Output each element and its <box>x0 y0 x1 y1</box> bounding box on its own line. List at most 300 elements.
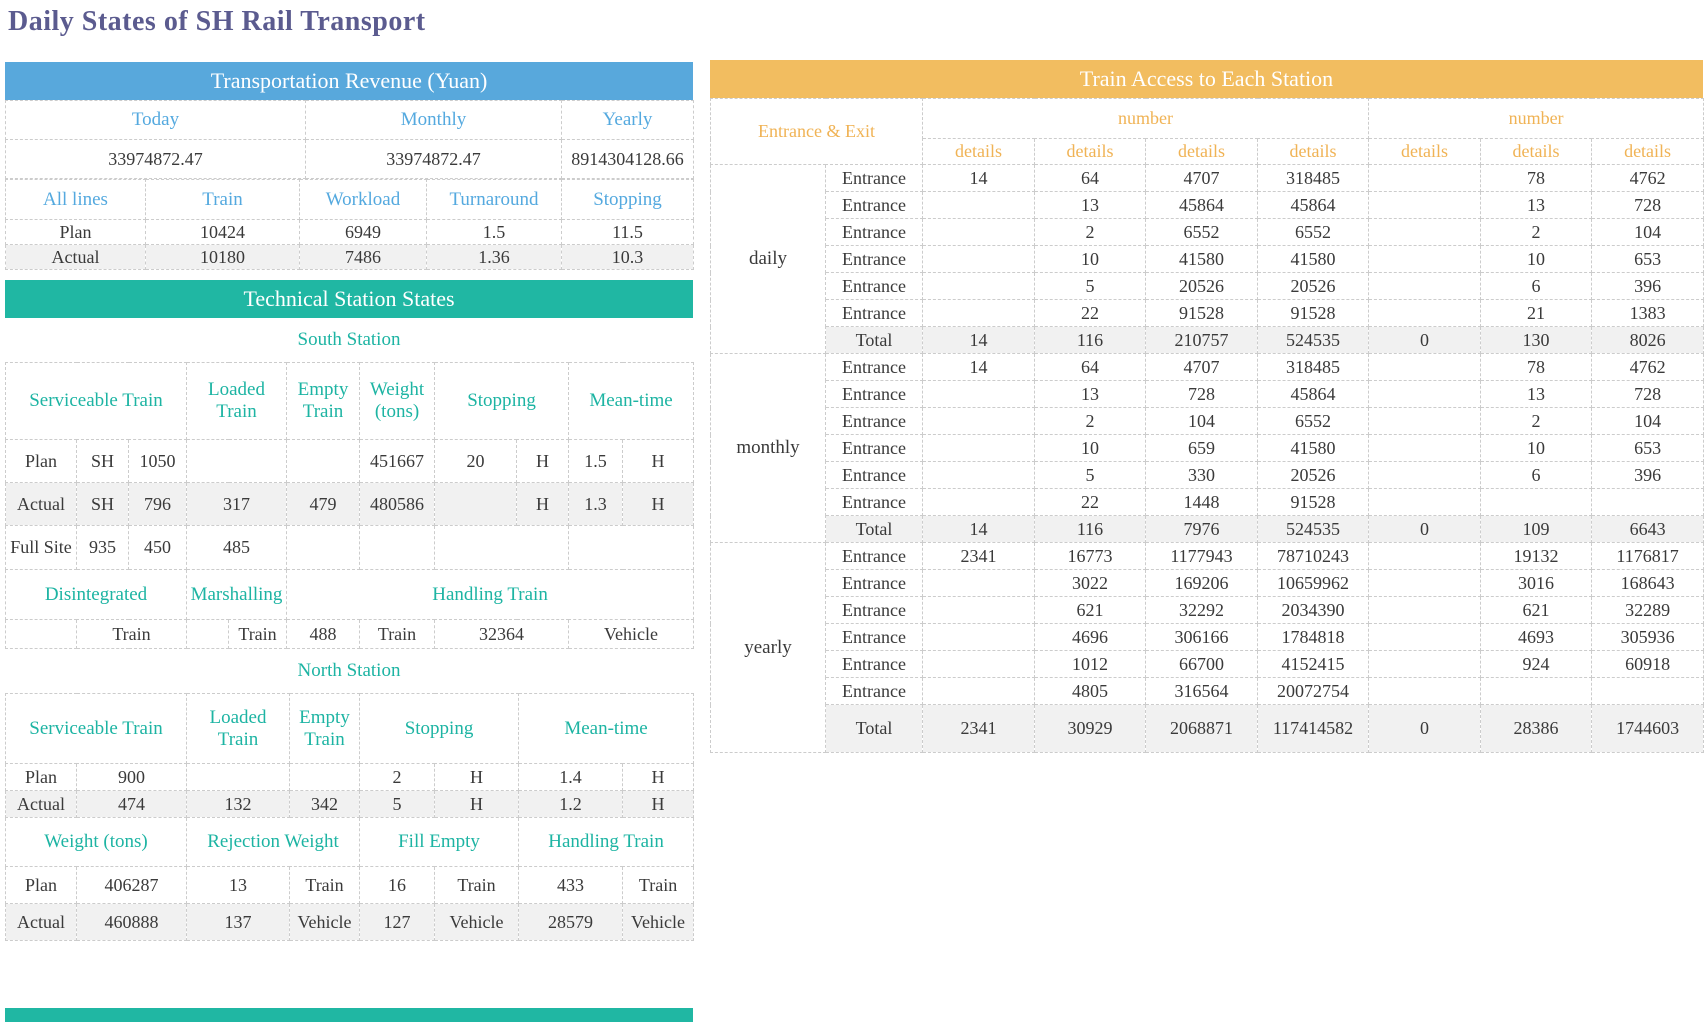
cell <box>1369 219 1481 246</box>
cell <box>287 440 360 483</box>
row-label: Actual <box>6 483 77 526</box>
table-row <box>711 597 1704 624</box>
cell: 659 <box>1146 435 1258 462</box>
cell: H <box>435 764 519 791</box>
cell: Vehicle <box>623 904 694 941</box>
cell <box>923 570 1035 597</box>
cell: 117414582 <box>1258 705 1369 753</box>
cell: 1.2 <box>519 791 623 818</box>
cell <box>923 489 1035 516</box>
row-label: Entrance <box>826 165 923 192</box>
cell <box>1369 408 1481 435</box>
row-label: Total <box>826 516 923 543</box>
bottom-section-bar <box>5 1008 693 1022</box>
cell <box>923 246 1035 273</box>
cell: 1050 <box>129 440 187 483</box>
cell: Vehicle <box>290 904 360 941</box>
cell: H <box>517 483 569 526</box>
cell: 433 <box>519 867 623 904</box>
table-row <box>711 246 1704 273</box>
cell: Vehicle <box>569 620 694 649</box>
cell: 10.3 <box>562 245 694 270</box>
cell: 6552 <box>1258 219 1369 246</box>
row-label: Entrance <box>826 381 923 408</box>
cell <box>1369 624 1481 651</box>
cell: 305936 <box>1592 624 1704 651</box>
table-row <box>6 220 694 245</box>
table-row <box>711 489 1704 516</box>
cell: 10659962 <box>1258 570 1369 597</box>
cell: 20 <box>435 440 517 483</box>
spacer <box>5 270 693 280</box>
cell: 7976 <box>1146 516 1258 543</box>
cell <box>923 219 1035 246</box>
cell: 5 <box>1035 462 1146 489</box>
row-label: Plan <box>6 440 77 483</box>
cell: H <box>517 440 569 483</box>
row-label: Entrance <box>826 462 923 489</box>
table-row <box>711 408 1704 435</box>
cell: 796 <box>129 483 187 526</box>
cell: 8914304128.66 <box>562 140 694 179</box>
cell <box>187 620 229 649</box>
row-label: Entrance <box>826 489 923 516</box>
cell: 485 <box>187 526 287 570</box>
cell: 127 <box>360 904 435 941</box>
cell: 13 <box>1481 192 1592 219</box>
cell <box>1369 543 1481 570</box>
cell: 4762 <box>1592 165 1704 192</box>
column-group-header: number <box>1369 99 1704 139</box>
cell: 2 <box>1481 408 1592 435</box>
cell: 10180 <box>146 245 300 270</box>
cell: 10 <box>1481 246 1592 273</box>
cell: 13 <box>1035 192 1146 219</box>
table-row <box>6 101 694 140</box>
south-station-table <box>5 362 694 649</box>
north-station-title: North Station <box>297 660 401 681</box>
table-row <box>6 440 694 483</box>
cell: H <box>623 483 694 526</box>
table-row-total <box>711 516 1704 543</box>
cell <box>923 381 1035 408</box>
table-row <box>6 620 694 649</box>
table-row <box>6 764 694 791</box>
cell: 21 <box>1481 300 1592 327</box>
table-row <box>6 245 694 270</box>
row-label: Entrance <box>826 678 923 705</box>
cell <box>1369 678 1481 705</box>
cell: 14 <box>923 327 1035 354</box>
row-label: Entrance <box>826 246 923 273</box>
cell <box>923 651 1035 678</box>
revenue-section-header: Transportation Revenue (Yuan) <box>5 62 693 100</box>
cell: 45864 <box>1258 381 1369 408</box>
cell: 524535 <box>1258 516 1369 543</box>
cell <box>1369 597 1481 624</box>
column-header: Weight (tons) <box>360 363 435 440</box>
cell: 1.4 <box>519 764 623 791</box>
cell: 10424 <box>146 220 300 245</box>
cell: 32289 <box>1592 597 1704 624</box>
cell: 728 <box>1146 381 1258 408</box>
cell: 33974872.47 <box>6 140 306 179</box>
table-row <box>711 462 1704 489</box>
cell: 104 <box>1146 408 1258 435</box>
column-header: Mean-time <box>519 694 694 764</box>
cell: 1383 <box>1592 300 1704 327</box>
cell: 41580 <box>1258 435 1369 462</box>
cell: 210757 <box>1146 327 1258 354</box>
cell <box>290 764 360 791</box>
cell: 1.5 <box>569 440 623 483</box>
right-panel <box>710 60 1703 753</box>
cell: 5 <box>360 791 435 818</box>
cell: 10 <box>1035 246 1146 273</box>
column-header: Train <box>146 180 300 220</box>
yearly-section <box>711 543 1704 753</box>
cell <box>360 526 435 570</box>
row-label: Entrance <box>826 597 923 624</box>
cell: 28386 <box>1481 705 1592 753</box>
cell <box>923 273 1035 300</box>
cell: 6643 <box>1592 516 1704 543</box>
cell: 22 <box>1035 300 1146 327</box>
cell: 396 <box>1592 462 1704 489</box>
cell: 6 <box>1481 462 1592 489</box>
cell: 2 <box>1035 408 1146 435</box>
monthly-section <box>711 354 1704 543</box>
cell: 7486 <box>300 245 427 270</box>
table-row <box>711 570 1704 597</box>
column-header: details <box>1481 139 1592 165</box>
cell: 317 <box>187 483 287 526</box>
cell: 450 <box>129 526 187 570</box>
cell: 474 <box>77 791 187 818</box>
cell: 1784818 <box>1258 624 1369 651</box>
table-row <box>711 678 1704 705</box>
table-row <box>711 273 1704 300</box>
left-panel <box>5 62 693 941</box>
cell: 621 <box>1481 597 1592 624</box>
cell: Train <box>360 620 435 649</box>
cell <box>1369 165 1481 192</box>
row-label: Plan <box>6 220 146 245</box>
row-label: Entrance <box>826 354 923 381</box>
table-row <box>6 483 694 526</box>
cell: 6552 <box>1146 219 1258 246</box>
column-header: Workload <box>300 180 427 220</box>
column-header: Today <box>6 101 306 140</box>
corner-header: Entrance & Exit <box>711 99 923 165</box>
cell: 4762 <box>1592 354 1704 381</box>
cell: 460888 <box>77 904 187 941</box>
table-row <box>711 435 1704 462</box>
row-group-label: monthly <box>711 354 826 543</box>
cell: 316564 <box>1146 678 1258 705</box>
row-label: Total <box>826 705 923 753</box>
cell: 45864 <box>1146 192 1258 219</box>
row-label: Entrance <box>826 543 923 570</box>
cell <box>923 300 1035 327</box>
row-label: Entrance <box>826 408 923 435</box>
cell <box>1369 273 1481 300</box>
cell <box>287 526 360 570</box>
cell: H <box>435 791 519 818</box>
cell: 2 <box>1035 219 1146 246</box>
column-header: Handling Train <box>287 570 694 620</box>
cell <box>1369 489 1481 516</box>
cell: 2341 <box>923 543 1035 570</box>
cell: 5 <box>1035 273 1146 300</box>
cell: 1176817 <box>1592 543 1704 570</box>
cell <box>923 408 1035 435</box>
row-label: Plan <box>6 867 77 904</box>
cell <box>923 192 1035 219</box>
cell: 20072754 <box>1258 678 1369 705</box>
cell: 342 <box>290 791 360 818</box>
row-label: Actual <box>6 245 146 270</box>
cell: 900 <box>77 764 187 791</box>
cell <box>569 526 694 570</box>
column-header: Serviceable Train <box>6 363 187 440</box>
table-row <box>711 543 1704 570</box>
cell: 104 <box>1592 219 1704 246</box>
column-header: Marshalling <box>187 570 287 620</box>
column-header: Loaded Train <box>187 363 287 440</box>
cell: 13 <box>187 867 290 904</box>
row-label: Entrance <box>826 273 923 300</box>
cell: 2034390 <box>1258 597 1369 624</box>
cell: 3016 <box>1481 570 1592 597</box>
cell: 479 <box>287 483 360 526</box>
column-header: Loaded Train <box>187 694 290 764</box>
cell: 66700 <box>1146 651 1258 678</box>
table-row-total <box>711 705 1704 753</box>
cell: 1177943 <box>1146 543 1258 570</box>
column-header: Stopping <box>562 180 694 220</box>
table-row <box>711 651 1704 678</box>
cell <box>923 435 1035 462</box>
cell <box>1369 354 1481 381</box>
cell: H <box>623 440 694 483</box>
access-section-header: Train Access to Each Station <box>710 60 1703 98</box>
table-row <box>6 363 694 440</box>
cell: 488 <box>287 620 360 649</box>
daily-section <box>711 165 1704 354</box>
cell <box>923 624 1035 651</box>
column-header: details <box>1035 139 1146 165</box>
column-header: Disintegrated <box>6 570 187 620</box>
revenue-period-table <box>5 100 694 179</box>
cell: 8026 <box>1592 327 1704 354</box>
cell: 621 <box>1035 597 1146 624</box>
cell: 109 <box>1481 516 1592 543</box>
cell: H <box>623 764 694 791</box>
cell <box>187 764 290 791</box>
cell: 20526 <box>1146 273 1258 300</box>
cell: 0 <box>1369 516 1481 543</box>
north-station-table <box>5 693 694 941</box>
cell <box>923 462 1035 489</box>
column-header: details <box>1369 139 1481 165</box>
row-label: Entrance <box>826 651 923 678</box>
column-header: Mean-time <box>569 363 694 440</box>
cell: 32292 <box>1146 597 1258 624</box>
column-header: Serviceable Train <box>6 694 187 764</box>
cell: 130 <box>1481 327 1592 354</box>
cell: 45864 <box>1258 192 1369 219</box>
column-header: All lines <box>6 180 146 220</box>
column-header: Stopping <box>435 363 569 440</box>
cell: 64 <box>1035 165 1146 192</box>
table-row <box>711 192 1704 219</box>
cell: 1744603 <box>1592 705 1704 753</box>
cell: 3022 <box>1035 570 1146 597</box>
cell: 4805 <box>1035 678 1146 705</box>
cell: 91528 <box>1146 300 1258 327</box>
table-row-total <box>711 327 1704 354</box>
row-label: Entrance <box>826 624 923 651</box>
cell: 14 <box>923 516 1035 543</box>
column-header: Stopping <box>360 694 519 764</box>
cell: 0 <box>1369 705 1481 753</box>
column-header: details <box>1146 139 1258 165</box>
cell: 91528 <box>1258 489 1369 516</box>
cell: 14 <box>923 165 1035 192</box>
cell: 1.5 <box>427 220 562 245</box>
cell: 30929 <box>1035 705 1146 753</box>
table-row <box>711 381 1704 408</box>
cell: H <box>623 791 694 818</box>
cell <box>435 526 569 570</box>
cell: Train <box>77 620 187 649</box>
train-access-table <box>710 98 1704 753</box>
column-header: Fill Empty <box>360 818 519 867</box>
cell: 318485 <box>1258 354 1369 381</box>
row-label: Entrance <box>826 192 923 219</box>
row-label: Actual <box>6 904 77 941</box>
cell: 10 <box>1481 435 1592 462</box>
table-row <box>6 140 694 179</box>
row-group-label: yearly <box>711 543 826 753</box>
cell: 2 <box>1481 219 1592 246</box>
row-label: Entrance <box>826 435 923 462</box>
cell: 104 <box>1592 408 1704 435</box>
page-title: Daily States of SH Rail Transport <box>8 6 426 37</box>
table-row <box>6 180 694 220</box>
cell: SH <box>77 483 129 526</box>
cell <box>1369 246 1481 273</box>
cell: Train <box>229 620 287 649</box>
table-row <box>711 219 1704 246</box>
table-row <box>6 526 694 570</box>
cell: 16773 <box>1035 543 1146 570</box>
cell: 1012 <box>1035 651 1146 678</box>
south-station-title: South Station <box>297 329 401 350</box>
row-label: Entrance <box>826 219 923 246</box>
cell: 41580 <box>1146 246 1258 273</box>
cell: 78 <box>1481 165 1592 192</box>
cell: 2068871 <box>1146 705 1258 753</box>
cell <box>1481 489 1592 516</box>
cell <box>1592 678 1704 705</box>
cell: 396 <box>1592 273 1704 300</box>
cell: 28579 <box>519 904 623 941</box>
column-header: Empty Train <box>287 363 360 440</box>
column-header: details <box>1592 139 1704 165</box>
row-label: Actual <box>6 791 77 818</box>
technical-section-header: Technical Station States <box>5 280 693 318</box>
cell: 78 <box>1481 354 1592 381</box>
cell: 32364 <box>435 620 569 649</box>
cell: 132 <box>187 791 290 818</box>
cell: Vehicle <box>435 904 519 941</box>
cell: 91528 <box>1258 300 1369 327</box>
cell: Train <box>435 867 519 904</box>
cell: 11.5 <box>562 220 694 245</box>
cell: 14 <box>923 354 1035 381</box>
row-label: Entrance <box>826 570 923 597</box>
cell: 6 <box>1481 273 1592 300</box>
cell: 13 <box>1481 381 1592 408</box>
cell <box>923 597 1035 624</box>
cell: 2 <box>360 764 435 791</box>
cell <box>1369 381 1481 408</box>
cell: 4152415 <box>1258 651 1369 678</box>
column-header: Weight (tons) <box>6 818 187 867</box>
cell: 6949 <box>300 220 427 245</box>
column-header: Turnaround <box>427 180 562 220</box>
cell <box>1369 462 1481 489</box>
cell: 1.3 <box>569 483 623 526</box>
table-row <box>6 818 694 867</box>
column-header: Empty Train <box>290 694 360 764</box>
table-row <box>711 354 1704 381</box>
cell: 116 <box>1035 516 1146 543</box>
cell <box>1369 192 1481 219</box>
table-row <box>6 904 694 941</box>
table-row <box>711 300 1704 327</box>
row-label: Total <box>826 327 923 354</box>
cell: 318485 <box>1258 165 1369 192</box>
column-header: details <box>923 139 1035 165</box>
cell: 1448 <box>1146 489 1258 516</box>
cell <box>435 483 517 526</box>
cell: 19132 <box>1481 543 1592 570</box>
table-row <box>711 99 1704 139</box>
cell: 653 <box>1592 246 1704 273</box>
table-row <box>6 694 694 764</box>
cell: 41580 <box>1258 246 1369 273</box>
cell: 524535 <box>1258 327 1369 354</box>
cell <box>1369 435 1481 462</box>
cell <box>187 440 287 483</box>
cell <box>1369 570 1481 597</box>
cell: 169206 <box>1146 570 1258 597</box>
cell: 16 <box>360 867 435 904</box>
table-row <box>6 867 694 904</box>
cell: 168643 <box>1592 570 1704 597</box>
cell: Train <box>623 867 694 904</box>
cell: 451667 <box>360 440 435 483</box>
column-header: Handling Train <box>519 818 694 867</box>
cell: 116 <box>1035 327 1146 354</box>
cell: 60918 <box>1592 651 1704 678</box>
cell: 480586 <box>360 483 435 526</box>
cell: 935 <box>77 526 129 570</box>
cell: SH <box>77 440 129 483</box>
